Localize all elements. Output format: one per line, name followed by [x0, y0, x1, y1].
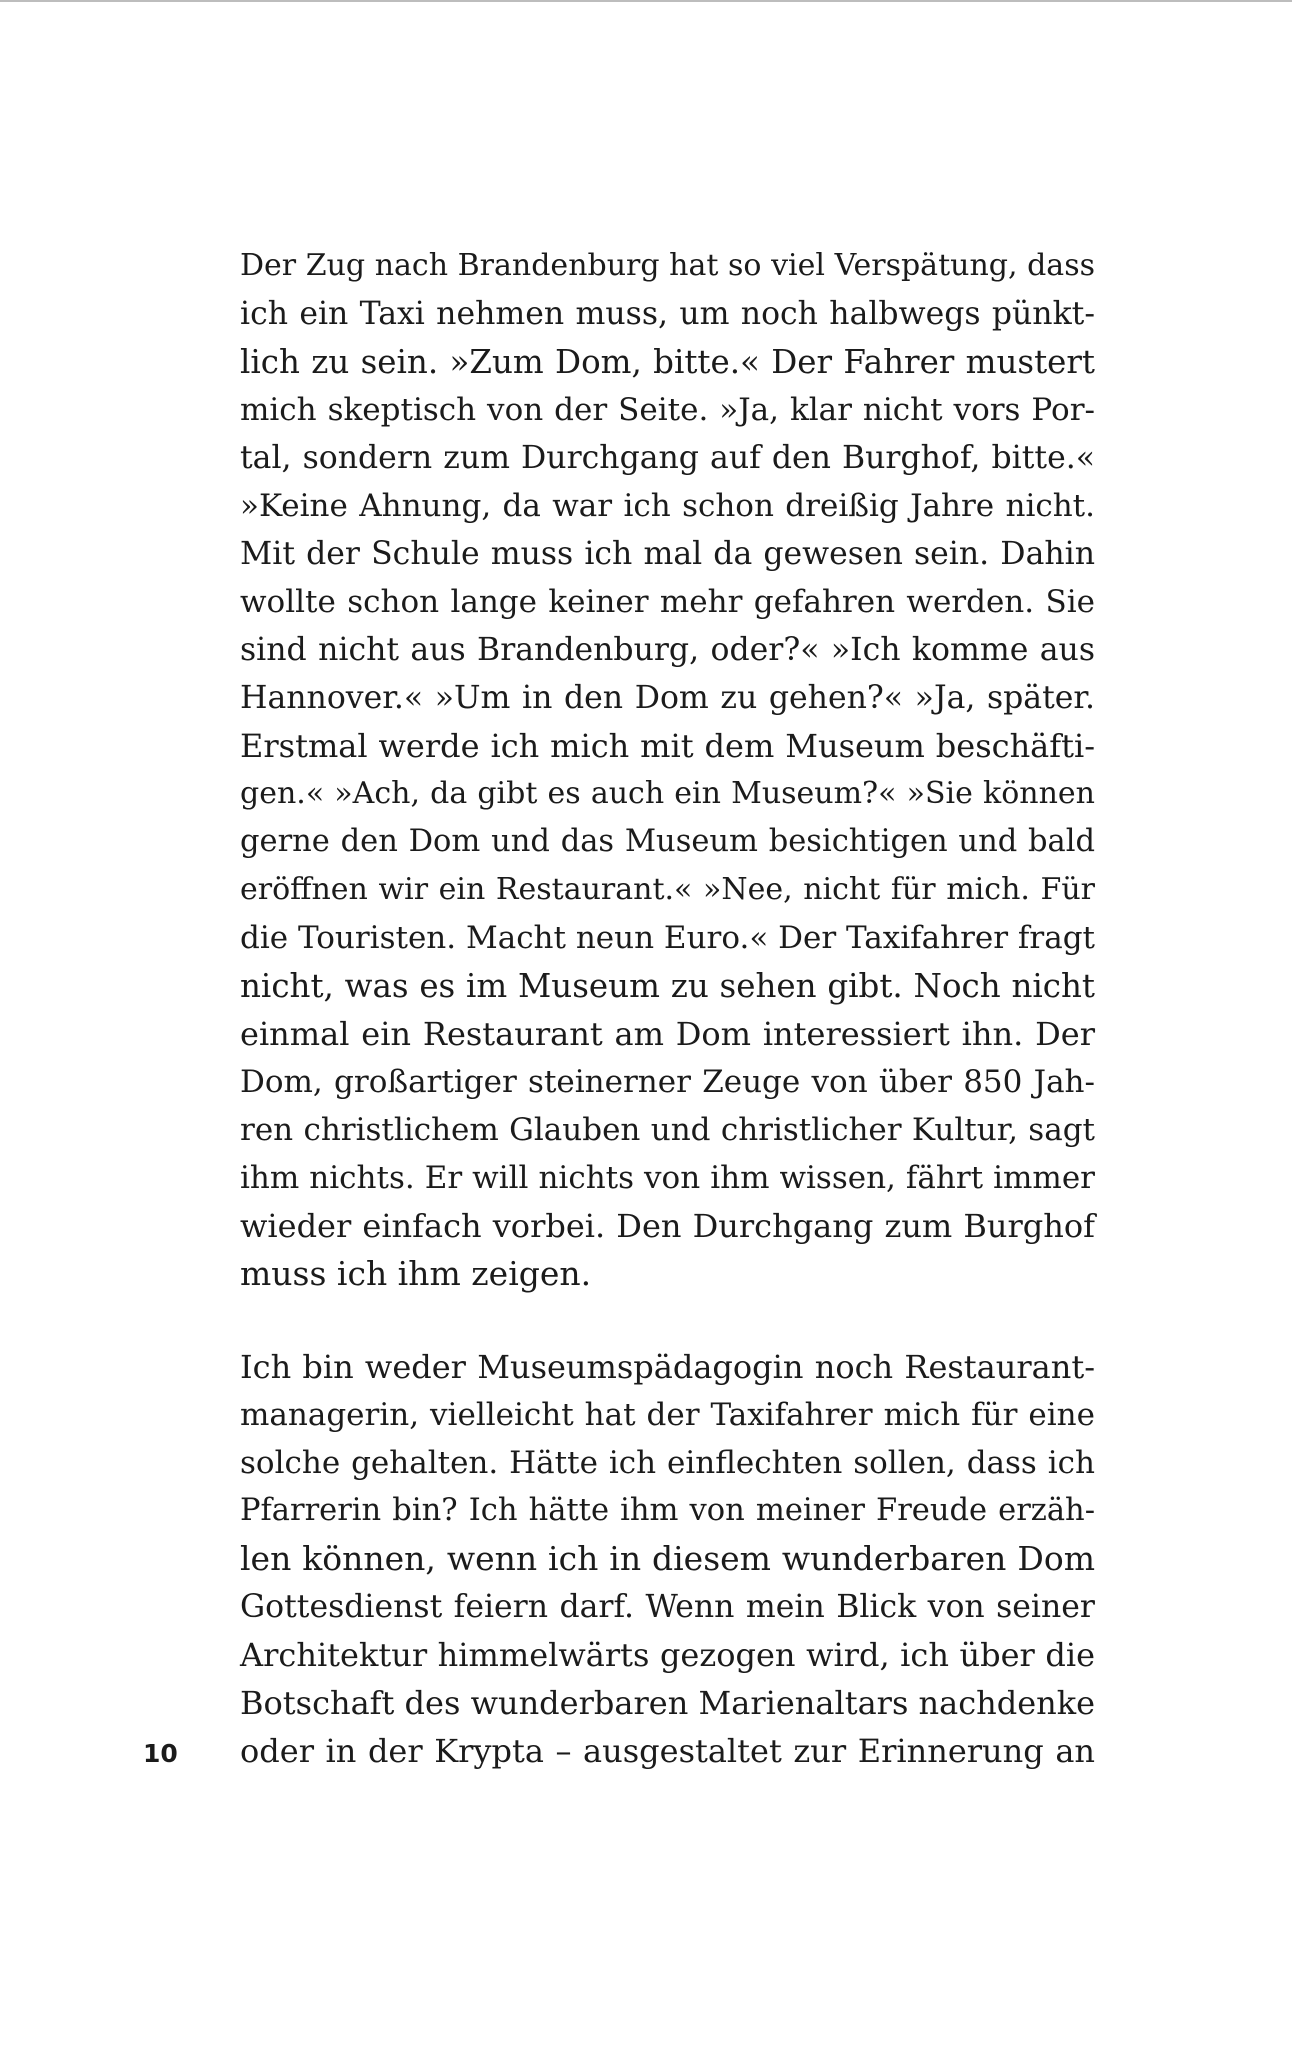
text-line: Der Zug nach Brandenburg hat so viel Verspätung, dass: [240, 248, 1095, 283]
text-line: Hannover.« »Um in den Dom zu gehen?« »Ja, später.: [240, 680, 1095, 716]
text-line: »Keine Ahnung, da war ich schon dreißig Jahre nicht.: [240, 488, 1095, 524]
paragraph-1: [240, 242, 1095, 1298]
text-line: solche gehalten. Hätte ich einflechten sollen, dass ich: [240, 1445, 1095, 1481]
text-line: Gottesdienst feiern darf. Wenn mein Blick von seiner: [240, 1589, 1095, 1625]
text-line: Pfarrerin bin? Ich hätte ihm von meiner Freude erzäh-: [240, 1493, 1095, 1528]
text-line: wollte schon lange keiner mehr gefahren werden. Sie: [240, 584, 1095, 620]
paragraph-2: [240, 1343, 1095, 1775]
text-line: oder in der Krypta – ausgestaltet zur Erinnerung an: [240, 1732, 1095, 1770]
text-line: sind nicht aus Brandenburg, oder?« »Ich komme aus: [240, 632, 1095, 668]
text-line: ren christlichem Glauben und christlicher Kultur, sagt: [240, 1112, 1095, 1148]
text-line: lich zu sein. »Zum Dom, bitte.« Der Fahrer mustert: [240, 343, 1095, 381]
text-line: einmal ein Restaurant am Dom interessiert ihn. Der: [240, 1015, 1095, 1053]
text-line: muss ich ihm zeigen.: [240, 1254, 592, 1293]
text-line: mich skeptisch von der Seite. »Ja, klar nicht vors Por-: [240, 392, 1095, 428]
text-line: Ich bin weder Museumspädagogin noch Restaurant-: [240, 1348, 1095, 1386]
text-line: eröffnen wir ein Restaurant.« »Nee, nicht für mich. Für: [240, 872, 1095, 907]
text-line: tal, sondern zum Durchgang auf den Burghof, bitte.«: [240, 440, 1095, 476]
text-line: wieder einfach vorbei. Den Durchgang zum Burghof: [240, 1207, 1095, 1245]
text-line: Botschaft des wunderbaren Marienaltars nachdenke: [240, 1684, 1096, 1722]
text-line: die Touristen. Macht neun Euro.« Der Taxifahrer fragt: [240, 920, 1095, 956]
text-line: gerne den Dom und das Museum besichtigen und bald: [240, 824, 1095, 859]
page-number: 10: [143, 1739, 178, 1768]
text-line: nicht, was es im Museum zu sehen gibt. Noch nicht: [240, 967, 1095, 1005]
top-border-line: [0, 0, 1292, 2]
text-line: gen.« »Ach, da gibt es auch ein Museum?« »Sie können: [240, 776, 1095, 811]
text-line: managerin, vielleicht hat der Taxifahrer mich für eine: [240, 1397, 1095, 1433]
text-line: Mit der Schule muss ich mal da gewesen sein. Dahin: [240, 536, 1095, 572]
text-line: len können, wenn ich in diesem wunderbaren Dom: [240, 1539, 1095, 1578]
text-line: ihm nichts. Er will nichts von ihm wissen, fährt immer: [240, 1160, 1095, 1196]
text-line: Architektur himmelwärts gezogen wird, ich über die: [240, 1636, 1095, 1674]
text-line: Erstmal werde ich mich mit dem Museum beschäfti-: [240, 727, 1095, 765]
text-line: Dom, großartiger steinerner Zeuge von über 850 Jah-: [240, 1064, 1095, 1100]
text-line: ich ein Taxi nehmen muss, um noch halbwegs pünkt-: [240, 296, 1095, 332]
